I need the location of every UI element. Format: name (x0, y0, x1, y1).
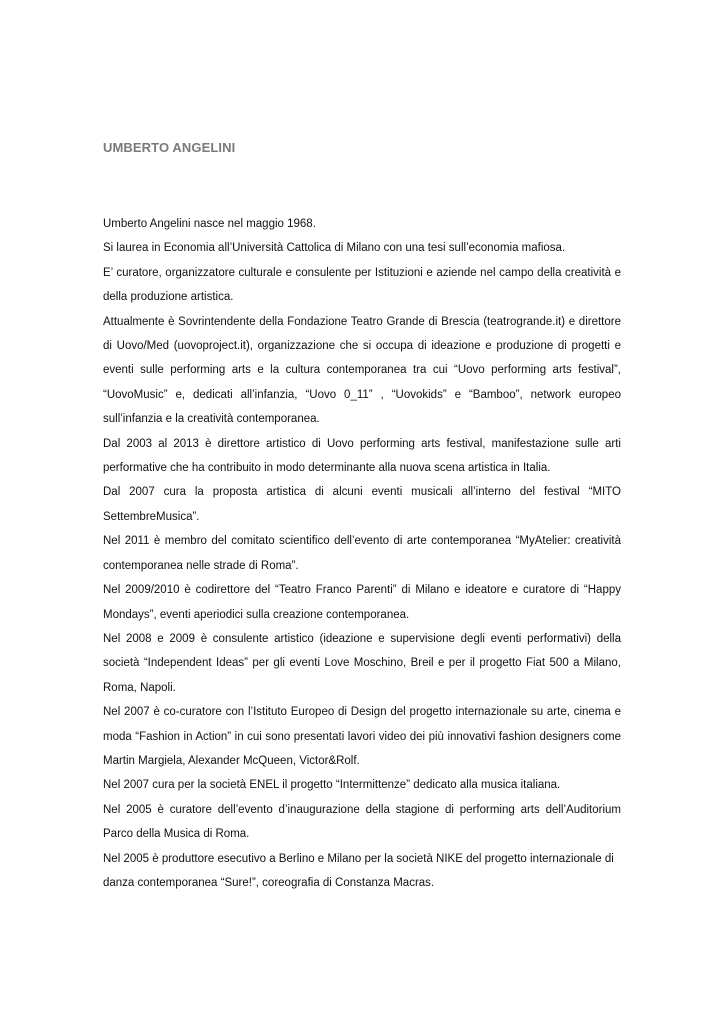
paragraph: Dal 2003 al 2013 è direttore artistico di Uovo performing arts festival, manifestazione sulle arti performative che ha contribuito in modo determinante alla nuova scena artistica in Italia. (103, 437, 621, 475)
paragraph: Nel 2005 è produttore esecutivo a Berlino e Milano per la società NIKE del progetto internazionale di danza contemporanea “Sure!”, coreografia di Constanza Macras. (103, 852, 614, 889)
paragraph: Si laurea in Economia all’Università Cattolica di Milano con una tesi sull’economia mafiosa. (103, 242, 566, 255)
document-title: UMBERTO ANGELINI (103, 140, 236, 155)
paragraph: Nel 2005 è curatore dell’evento d’inaugurazione della stagione di performing arts dell’Auditorium Parco della Musica di Roma. (103, 803, 621, 841)
paragraph: Nel 2007 cura per la società ENEL il progetto “Intermittenze” dedicato alla musica italiana. (103, 779, 561, 792)
paragraph: Nel 2007 è co-curatore con l’Istituto Europeo di Design del progetto internazionale su arte, cinema e moda “Fashion in Action” in cui sono presentati lavori video dei più innovativi fashion designers come Martin Margiela, Alexander McQueen, Victor&Rolf. (103, 706, 621, 767)
paragraph: Nel 2011 è membro del comitato scientifico dell’evento di arte contemporanea “MyAtelier: creatività contemporanea nelle strade di Roma”. (103, 535, 621, 572)
paragraph: Dal 2007 cura la proposta artistica di alcuni eventi musicali all’interno del festival “MITO SettembreMusica”. (103, 486, 621, 523)
paragraph: E’ curatore, organizzatore culturale e consulente per Istituzioni e aziende nel campo della creatività e della produzione artistica. (103, 266, 621, 304)
paragraph: Umberto Angelini nasce nel maggio 1968. (103, 218, 316, 230)
paragraph: Attualmente è Sovrintendente della Fondazione Teatro Grande di Brescia (teatrogrande.it) e direttore di Uovo/Med (uovoproject.it), organizzazione che si occupa di ideazione e produzione di progetti e eventi sulle performing arts e la cultura contemporanea tra cui “Uovo performing arts festival”, “UovoMusic” e, dedicati all’infanzia, “Uovo 0_11” , “Uovokids” e “Bamboo”, network europeo sull’infanzia e la creatività contemporanea. (103, 315, 621, 426)
paragraph: Nel 2009/2010 è codirettore del “Teatro Franco Parenti” di Milano e ideatore e curatore di “Happy Mondays”, eventi aperiodici sulla creazione contemporanea. (103, 584, 621, 621)
biography-text (103, 212, 621, 895)
paragraph: Nel 2008 e 2009 è consulente artistico (ideazione e supervisione degli eventi performativi) della società “Independent Ideas” per gli eventi Love Moschino, Breil e per il progetto Fiat 500 a Milano, Roma, Napoli. (103, 632, 621, 694)
